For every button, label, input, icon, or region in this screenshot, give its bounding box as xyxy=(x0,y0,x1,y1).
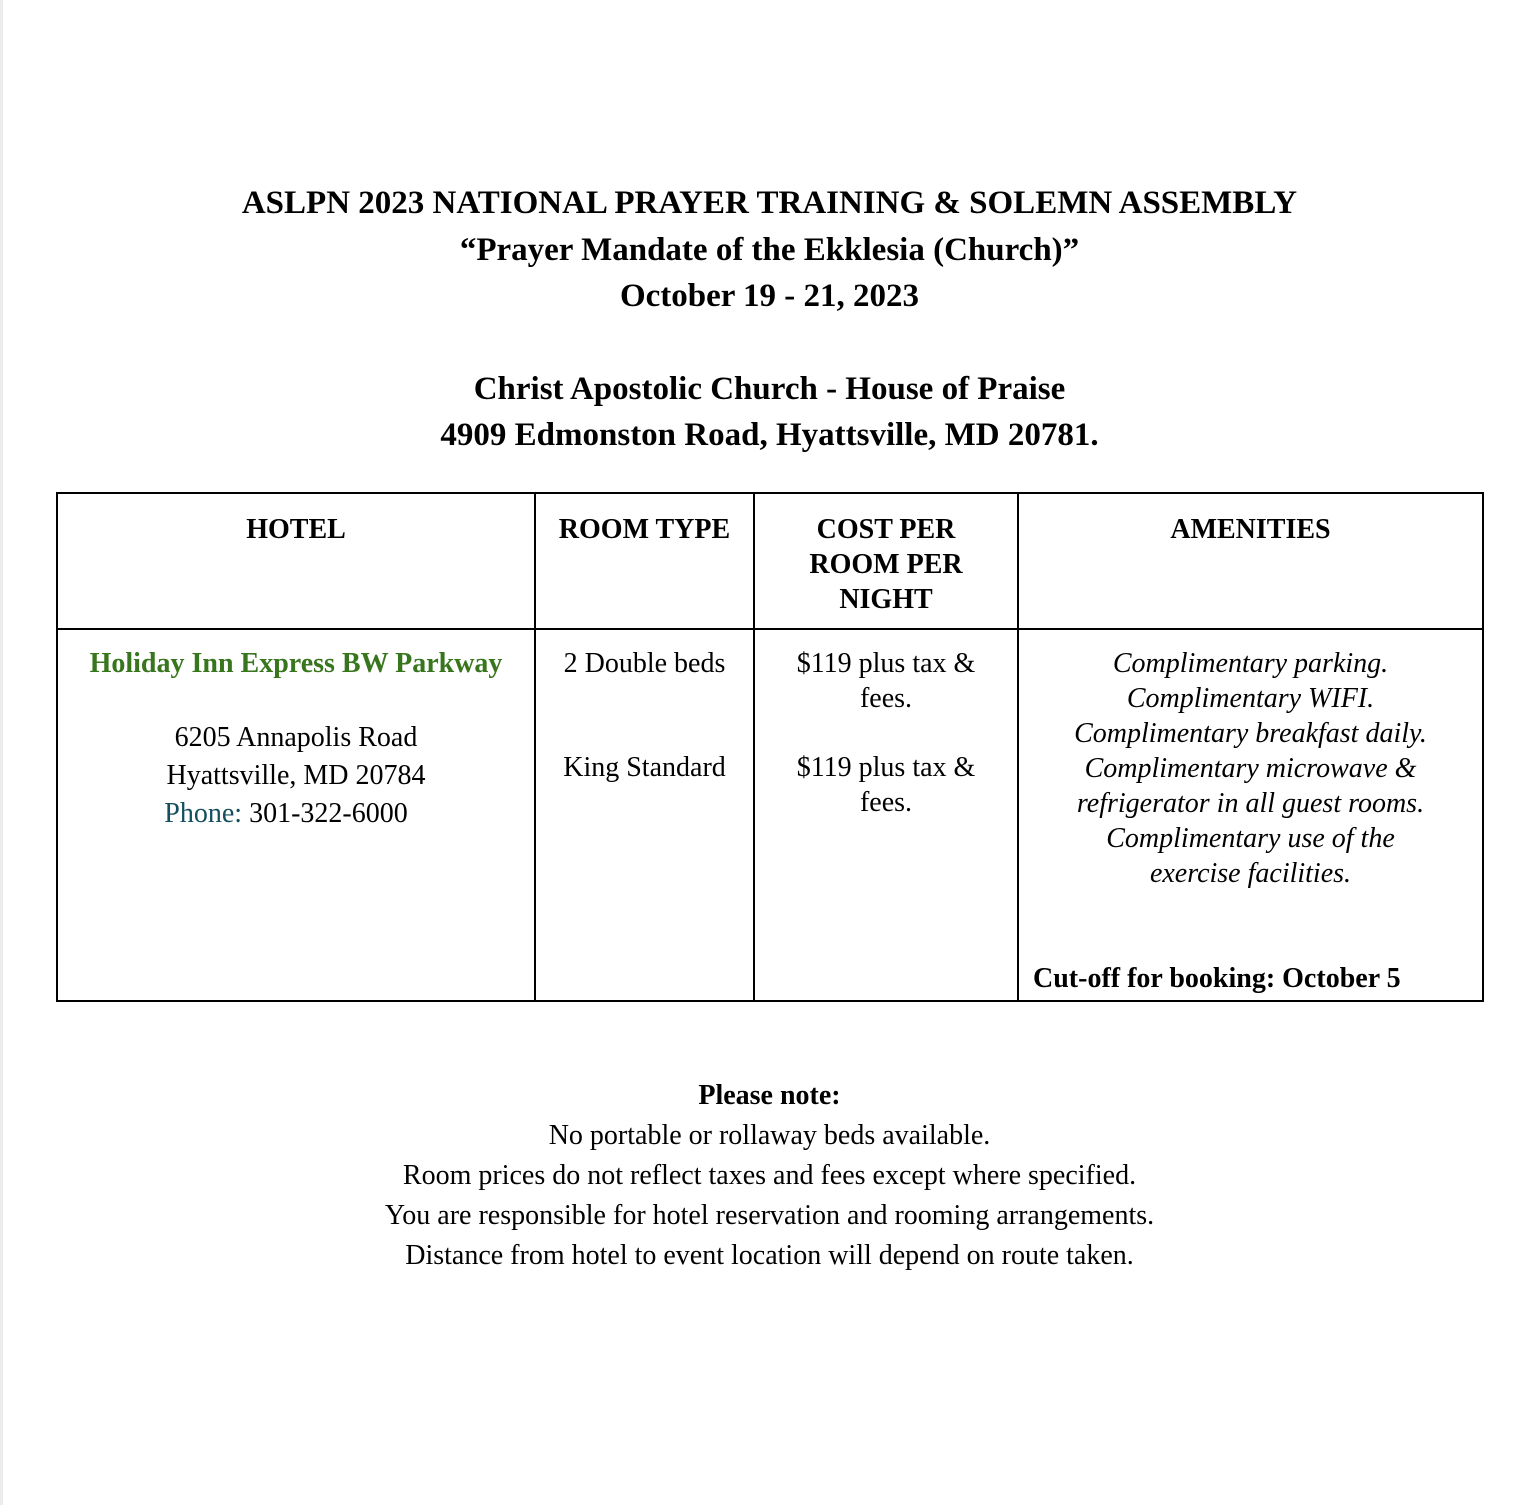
event-theme: “Prayer Mandate of the Ekklesia (Church)” xyxy=(459,231,1080,268)
amenity-item: Complimentary microwave & refrigerator in all guest rooms. xyxy=(1076,753,1425,819)
hotel-name: Holiday Inn Express BW Parkway xyxy=(89,648,503,679)
note-line: Distance from hotel to event location will depend on route taken. xyxy=(405,1240,1134,1271)
amenity-item: Complimentary use of the exercise facilities. xyxy=(1106,823,1395,889)
cost-cell xyxy=(754,629,1018,1001)
room-type-cell xyxy=(535,629,754,1001)
note-line: No portable or rollaway beds available. xyxy=(548,1120,991,1151)
document-header xyxy=(0,180,1529,459)
column-header-amenities: AMENITIES xyxy=(1018,493,1483,629)
room-cost: $119 plus tax & fees. xyxy=(796,648,976,714)
notes-title: Please note: xyxy=(698,1080,841,1111)
phone-label: Phone: xyxy=(164,798,243,829)
event-title: ASLPN 2023 NATIONAL PRAYER TRAINING & SOLEMN ASSEMBLY xyxy=(241,185,1298,221)
table-row xyxy=(57,629,1483,1001)
note-line: You are responsible for hotel reservation and rooming arrangements. xyxy=(384,1200,1155,1231)
column-header-hotel: HOTEL xyxy=(57,493,535,629)
amenities-cell xyxy=(1018,629,1483,1001)
note-line: Room prices do not reflect taxes and fees except where specified. xyxy=(402,1160,1137,1191)
table-header-row xyxy=(57,493,1483,629)
room-type: King Standard xyxy=(563,752,726,783)
amenity-item: Complimentary parking. xyxy=(1112,648,1389,679)
notes-section xyxy=(0,1076,1529,1276)
hotel-cell xyxy=(57,629,535,1001)
hotel-address-line1: 6205 Annapolis Road xyxy=(174,722,418,753)
event-dates: October 19 - 21, 2023 xyxy=(619,278,920,314)
hotel-address-line2: Hyattsville, MD 20784 xyxy=(166,760,426,791)
venue-address: 4909 Edmonston Road, Hyattsville, MD 20781. xyxy=(440,417,1099,453)
phone-number: 301-322-6000 xyxy=(249,798,408,829)
booking-cutoff: Cut-off for booking: October 5 xyxy=(1033,963,1401,994)
amenity-item: Complimentary breakfast daily. xyxy=(1074,718,1427,749)
column-header-cost: COST PER ROOM PER NIGHT xyxy=(754,493,1018,629)
amenity-item: Complimentary WIFI. xyxy=(1126,683,1375,714)
venue-name: Christ Apostolic Church - House of Praise xyxy=(473,370,1066,407)
column-header-room-type: ROOM TYPE xyxy=(535,493,754,629)
room-type: 2 Double beds xyxy=(563,648,726,679)
room-cost: $119 plus tax & fees. xyxy=(796,752,976,818)
hotel-table xyxy=(56,492,1484,1002)
hotel-phone xyxy=(58,795,514,833)
